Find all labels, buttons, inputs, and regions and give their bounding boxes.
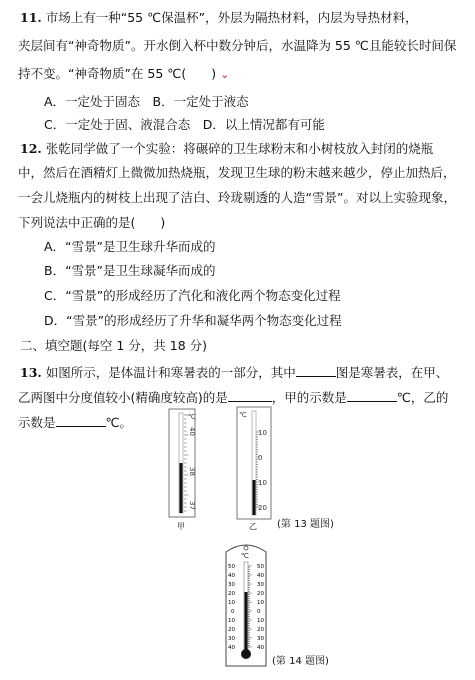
q13-text-1a: 如图所示，是体温计和寒暑表的一部分，其中	[45, 365, 296, 380]
tick-label-jia-38: 38	[188, 467, 196, 476]
q13-text-2b: ，甲的示数是	[271, 390, 347, 405]
figure-13	[165, 405, 355, 535]
right-tick-label: 20	[257, 627, 264, 633]
right-tick-label: 40	[257, 645, 264, 651]
left-tick-label: 30	[228, 636, 235, 642]
unit-label-yi: ℃	[239, 411, 247, 419]
q12-option-b: B．“雪景”是卫生球凝华而成的	[44, 263, 216, 278]
left-tick-label: 40	[228, 645, 235, 651]
q13-text-1b: 图是寒暑表，在甲、	[335, 365, 449, 380]
tick-label-yi-10: 10	[258, 429, 267, 437]
liquid-column-yi	[253, 480, 256, 515]
q13-text-3b: ℃。	[105, 415, 133, 430]
answer-blank-4[interactable]	[56, 414, 106, 427]
right-tick-label: 10	[257, 600, 264, 606]
left-tick-label: 40	[228, 573, 235, 579]
figure-14	[220, 540, 380, 672]
liquid-column-14	[245, 592, 248, 652]
q12-option-a: A．“雪景”是卫生球升华而成的	[44, 239, 216, 254]
figure-13-caption: (第 13 题图)	[277, 519, 334, 530]
left-tick-label: 30	[228, 582, 235, 588]
q13-text-2a: 乙两图中分度值较小(精确度较高)的是	[18, 390, 228, 405]
right-tick-label: 30	[257, 636, 264, 642]
q13-line-2	[18, 389, 448, 406]
figure-14-caption: (第 14 题图)	[272, 656, 329, 667]
left-tick-label: 10	[228, 618, 235, 624]
unit-label-jia: ℃	[188, 413, 196, 421]
thermometer-yi	[237, 407, 271, 531]
left-tick-label: 20	[228, 591, 235, 597]
answer-blank-1[interactable]	[296, 364, 336, 377]
q11-line-3	[18, 66, 229, 83]
right-tick-label: 30	[257, 582, 264, 588]
q11-number: 11.	[20, 10, 42, 25]
left-tick-label: 0	[231, 609, 235, 615]
answer-blank-2[interactable]	[228, 389, 272, 402]
q13-line-1	[20, 364, 448, 381]
label-yi: 乙	[249, 522, 257, 531]
thermometer-jia	[169, 409, 196, 531]
label-jia: 甲	[177, 522, 185, 531]
q12-text-4: 下列说法中正确的是( )	[18, 215, 166, 230]
q12-option-c: C．“雪景”的形成经历了汽化和液化两个物态变化过程	[44, 288, 341, 303]
right-tick-label: 40	[257, 573, 264, 579]
q11-line-1	[20, 10, 418, 26]
q12-text-1: 张乾同学做了一个实验：将碾碎的卫生球粉末和小树枝放入封闭的烧瓶	[45, 141, 434, 156]
check-mark-icon: ⌄	[220, 68, 230, 81]
left-tick-label: 20	[228, 627, 235, 633]
q12-option-d: D．“雪景”的形成经历了升华和凝华两个物态变化过程	[44, 313, 342, 328]
bulb-icon	[241, 649, 251, 659]
q12-text-3: 一会儿烧瓶内的树枝上出现了洁白、玲珑剔透的人造“雪景”。对以上实验现象，	[18, 190, 456, 205]
q12-text-2: 中，然后在酒精灯上微微加热烧瓶，发现卫生球的粉末越来越少，停止加热后，	[18, 165, 456, 180]
right-tick-label: 20	[257, 591, 264, 597]
right-tick-label: 0	[257, 609, 261, 615]
q13-text-3a: 示数是	[18, 415, 56, 430]
unit-label-14: ℃	[241, 552, 249, 560]
q11-options-2: C．一定处于固、液混合态 D．以上情况都有可能	[44, 117, 325, 132]
q11-options-1: A．一定处于固态 B．一定处于液态	[44, 94, 249, 109]
wall-thermometer	[226, 545, 266, 666]
q13-text-2c: ℃，乙的	[396, 390, 449, 405]
right-tick-label: 10	[257, 618, 264, 624]
q11-text-2: 夹层间有“神奇物质”。开水倒入杯中数分钟后，水温降为 55 ℃且能较长时间保	[18, 38, 457, 53]
q12-number: 12.	[20, 141, 42, 156]
q13-line-3	[18, 414, 132, 431]
left-tick-label: 10	[228, 600, 235, 606]
right-tick-label: 50	[257, 564, 264, 570]
answer-blank-3[interactable]	[347, 389, 397, 402]
tick-label-yi-0: 0	[258, 454, 263, 462]
q13-number: 13.	[20, 365, 42, 380]
section-2-heading: 二、填空题(每空 1 分，共 18 分)	[20, 338, 208, 353]
q12-line-1	[20, 141, 433, 157]
hanging-hole-icon	[244, 546, 248, 550]
tick-label-jia-40: 40	[188, 427, 196, 436]
tick-label-yi-neg10: 10	[258, 479, 267, 487]
mercury-column-jia	[180, 463, 183, 513]
q11-text-3: 持不变。“神奇物质”在 55 ℃( )	[18, 66, 217, 81]
tick-label-yi-neg20: 20	[258, 504, 267, 512]
left-tick-label: 50	[228, 564, 235, 570]
tick-label-jia-37: 37	[188, 501, 196, 510]
q11-text-1: 市场上有一种“55 ℃保温杯”，外层为隔热材料，内层为导热材料，	[45, 10, 418, 25]
